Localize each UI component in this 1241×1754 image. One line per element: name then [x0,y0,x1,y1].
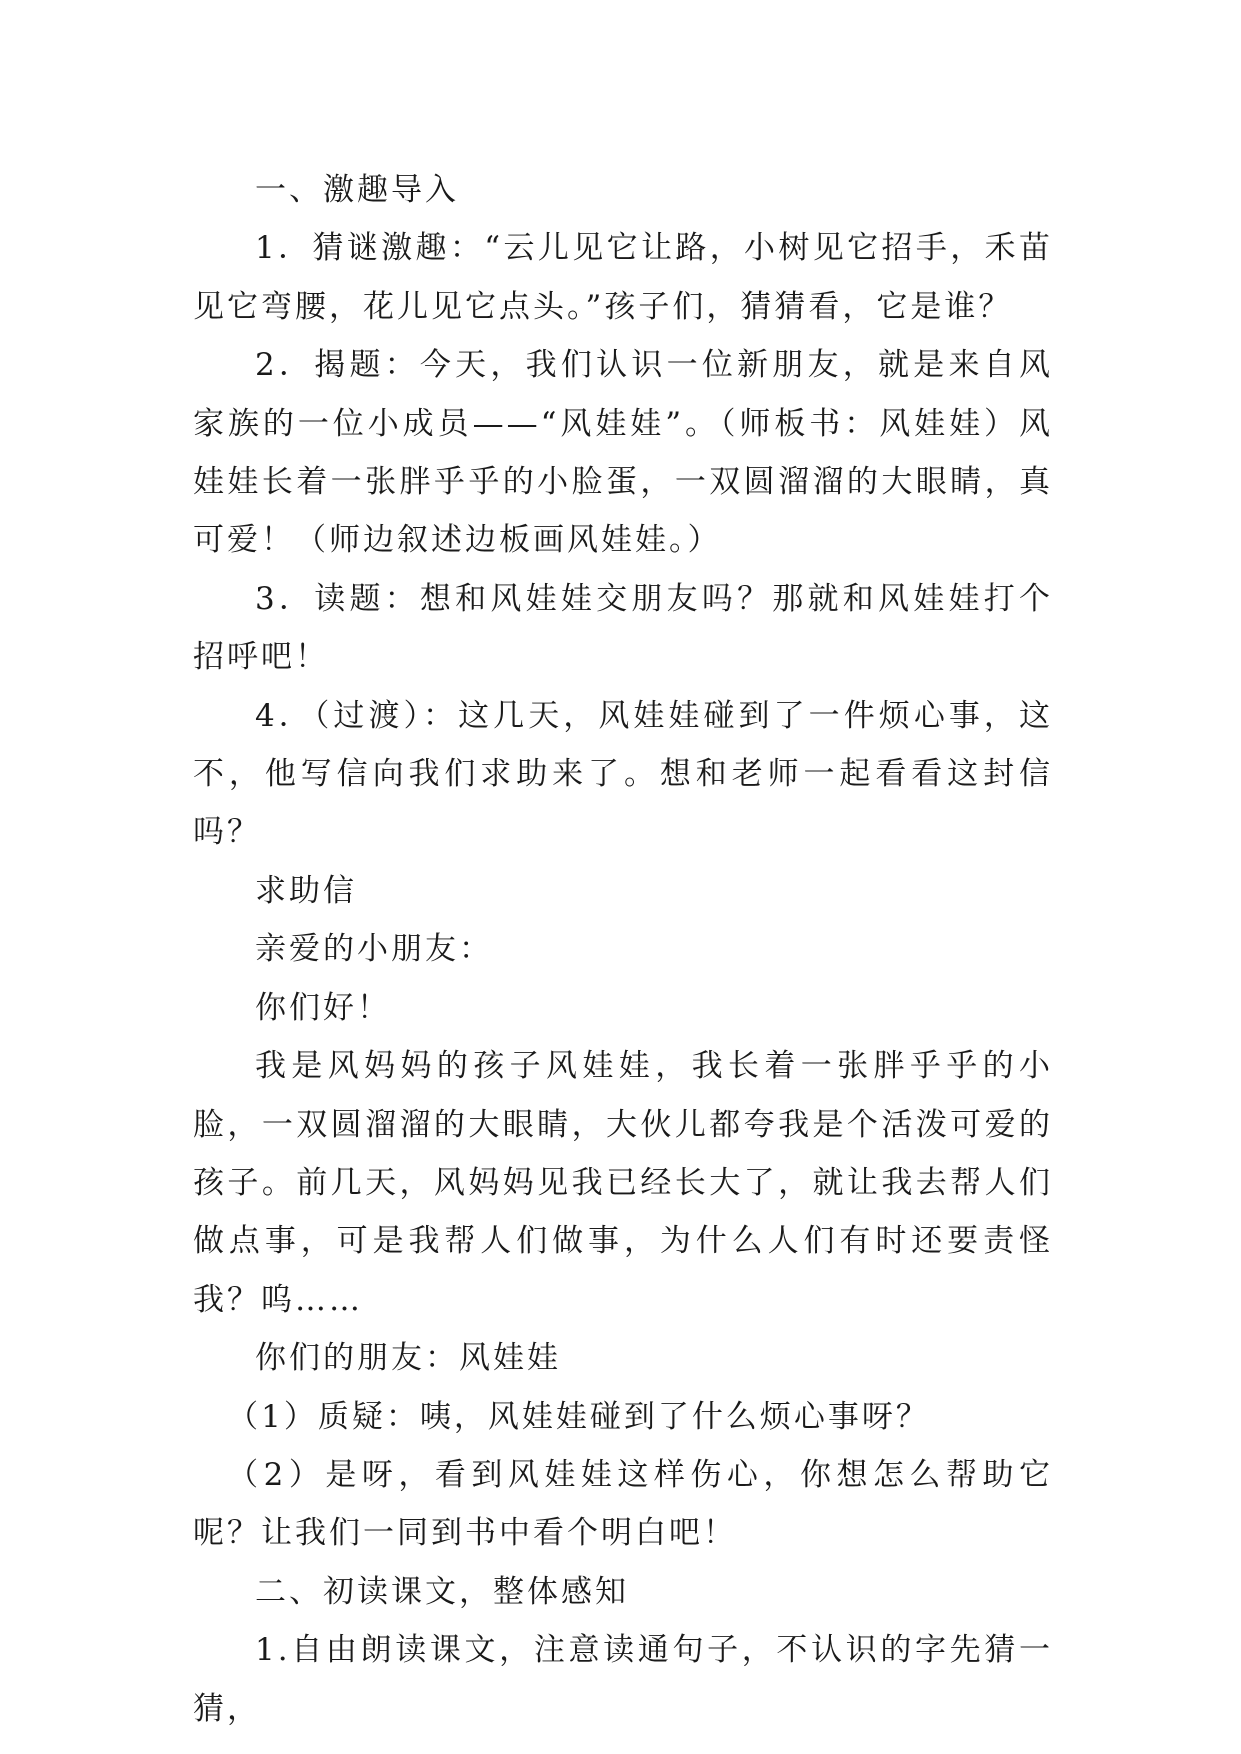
paragraph-free-reading: 1.自由朗读课文，注意读通句子，不认识的字先猜一猜， [193,1632,1053,1727]
letter-greeting: 你们好！ [255,989,391,1026]
paragraph-transition: 4．（过渡）：这几天，风娃娃碰到了一件烦心事，这不，他写信向我们求助来了。想和老师一起看看这封信吗？ [193,697,1053,851]
paragraph-read-title: 3．读题：想和风娃娃交朋友吗？那就和风娃娃打个招呼吧！ [193,580,1053,676]
letter-salutation: 亲爱的小朋友： [255,931,493,968]
section-heading-first-reading: 二、初读课文，整体感知 [255,1573,629,1610]
paragraph-reveal-title: 2．揭题：今天，我们认识一位新朋友，就是来自风家族的一位小成员——“风娃娃”。（师板书：风娃娃）风娃娃长着一张胖乎乎的小脸蛋，一双圆溜溜的大眼睛，真可爱！（师边叙述边板画风娃娃。） [193,347,1053,559]
letter-body: 我是风妈妈的孩子风娃娃，我长着一张胖乎乎的小脸，一双圆溜溜的大眼睛，大伙儿都夸我是个活泼可爱的孩子。前几天，风妈妈见我已经长大了，就让我去帮人们做点事，可是我帮人们做事，为什么人们有时还要责怪我？呜…… [193,1048,1053,1318]
paragraph-question-1: （1）质疑：咦，风娃娃碰到了什么烦心事呀？ [227,1398,930,1435]
letter-title: 求助信 [255,872,357,909]
paragraph-question-2: （2）是呀，看到风娃娃这样伤心，你想怎么帮助它呢？让我们一同到书中看个明白吧！ [193,1456,1053,1552]
document-body [193,161,1053,1738]
letter-signature: 你们的朋友：风娃娃 [255,1340,561,1377]
paragraph-riddle: 1．猜谜激趣：“云儿见它让路，小树见它招手，禾苗见它弯腰，花儿见它点头。”孩子们，猜猜看，它是谁？ [193,230,1053,325]
section-heading-intro: 一、激趣导入 [255,172,459,208]
